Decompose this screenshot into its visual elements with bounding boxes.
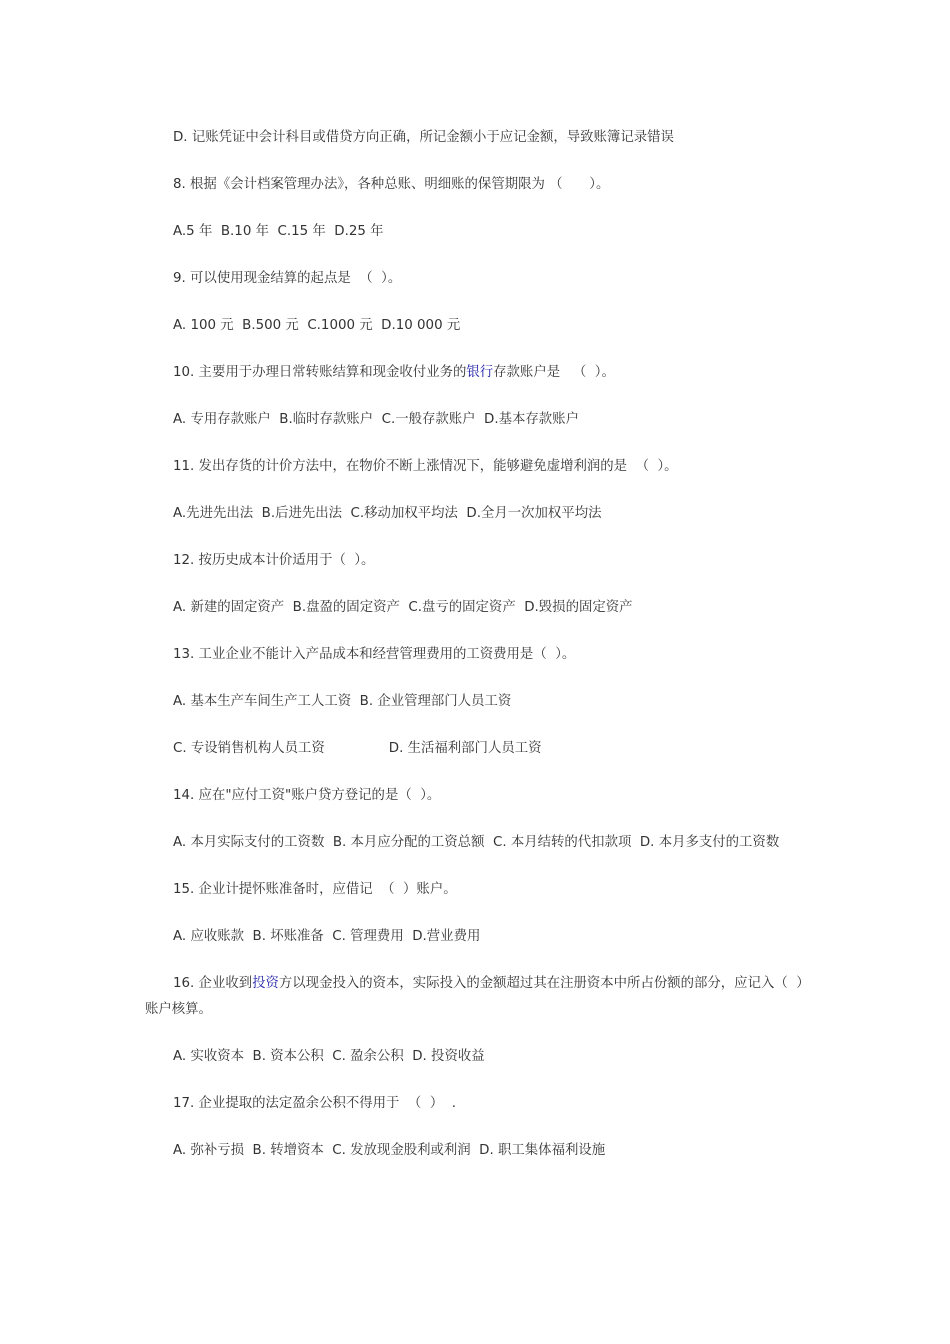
options-q13-cd bbox=[145, 736, 807, 762]
options-q14: A. 本月实际支付的工资数 B. 本月应分配的工资总额 C. 本月结转的代扣款项 D. 本月多支付的工资数 bbox=[173, 835, 780, 850]
question-12: 12. 按历史成本计价适用于（ ）。 bbox=[173, 553, 375, 568]
question-10 bbox=[145, 360, 807, 386]
options-q16: A. 实收资本 B. 资本公积 C. 盈余公积 D. 投资收益 bbox=[173, 1049, 485, 1064]
options-q13-ab: A. 基本生产车间生产工人工资 B. 企业管理部门人员工资 bbox=[173, 694, 512, 709]
option-c-q13: C. 专设销售机构人员工资 bbox=[173, 741, 325, 756]
question-14: 14. 应在"应付工资"账户贷方登记的是（ ）。 bbox=[173, 788, 441, 803]
question-17: 17. 企业提取的法定盈余公积不得用于 （ ） . bbox=[173, 1096, 456, 1111]
question-10-text-a: 10. 主要用于办理日常转账结算和现金收付业务的 bbox=[173, 365, 467, 380]
question-8: 8. 根据《会计档案管理办法》，各种总账、明细账的保管期限为 （ ）。 bbox=[173, 177, 610, 192]
options-q17: A. 弥补亏损 B. 转增资本 C. 发放现金股利或利润 D. 职工集体福利设施 bbox=[173, 1143, 606, 1158]
link-bank[interactable]: 银行 bbox=[466, 365, 494, 380]
question-16-text-a: 16. 企业收到 bbox=[173, 976, 253, 991]
options-q12: A. 新建的固定资产 B.盘盈的固定资产 C.盘亏的固定资产 D.毁损的固定资产 bbox=[173, 600, 633, 615]
question-10-text-b: 存款账户是 （ ）。 bbox=[493, 365, 615, 380]
option-d-q7: D. 记账凭证中会计科目或借贷方向正确，所记金额小于应记金额，导致账簿记录错误 bbox=[173, 130, 674, 145]
question-11: 11. 发出存货的计价方法中，在物价不断上涨情况下，能够避免虚增利润的是 （ ）。 bbox=[173, 459, 678, 474]
question-15: 15. 企业计提怀账准备时，应借记 （ ）账户。 bbox=[173, 882, 457, 897]
link-investment[interactable]: 投资 bbox=[252, 976, 279, 991]
option-d-q13: D. 生活福利部门人员工资 bbox=[388, 741, 542, 756]
options-q15: A. 应收账款 B. 坏账准备 C. 管理费用 D.营业费用 bbox=[173, 929, 481, 944]
question-16 bbox=[145, 971, 807, 1023]
question-13: 13. 工业企业不能计入产品成本和经营管理费用的工资费用是（ ）。 bbox=[173, 647, 576, 662]
document-body bbox=[145, 125, 807, 1185]
options-q11: A.先进先出法 B.后进先出法 C.移动加权平均法 D.全月一次加权平均法 bbox=[173, 506, 602, 521]
options-q8: A.5 年 B.10 年 C.15 年 D.25 年 bbox=[173, 224, 384, 239]
question-16-text-b: 方以现金投入的资本，实际投入的金额超过其在注册资本中所占份额的部分，应记入（ ）账户核算。 bbox=[145, 976, 803, 1017]
options-q10: A. 专用存款账户 B.临时存款账户 C.一般存款账户 D.基本存款账户 bbox=[173, 412, 579, 427]
question-9: 9. 可以使用现金结算的起点是 （ ）。 bbox=[173, 271, 402, 286]
options-q9: A. 100 元 B.500 元 C.1000 元 D.10 000 元 bbox=[173, 318, 461, 333]
